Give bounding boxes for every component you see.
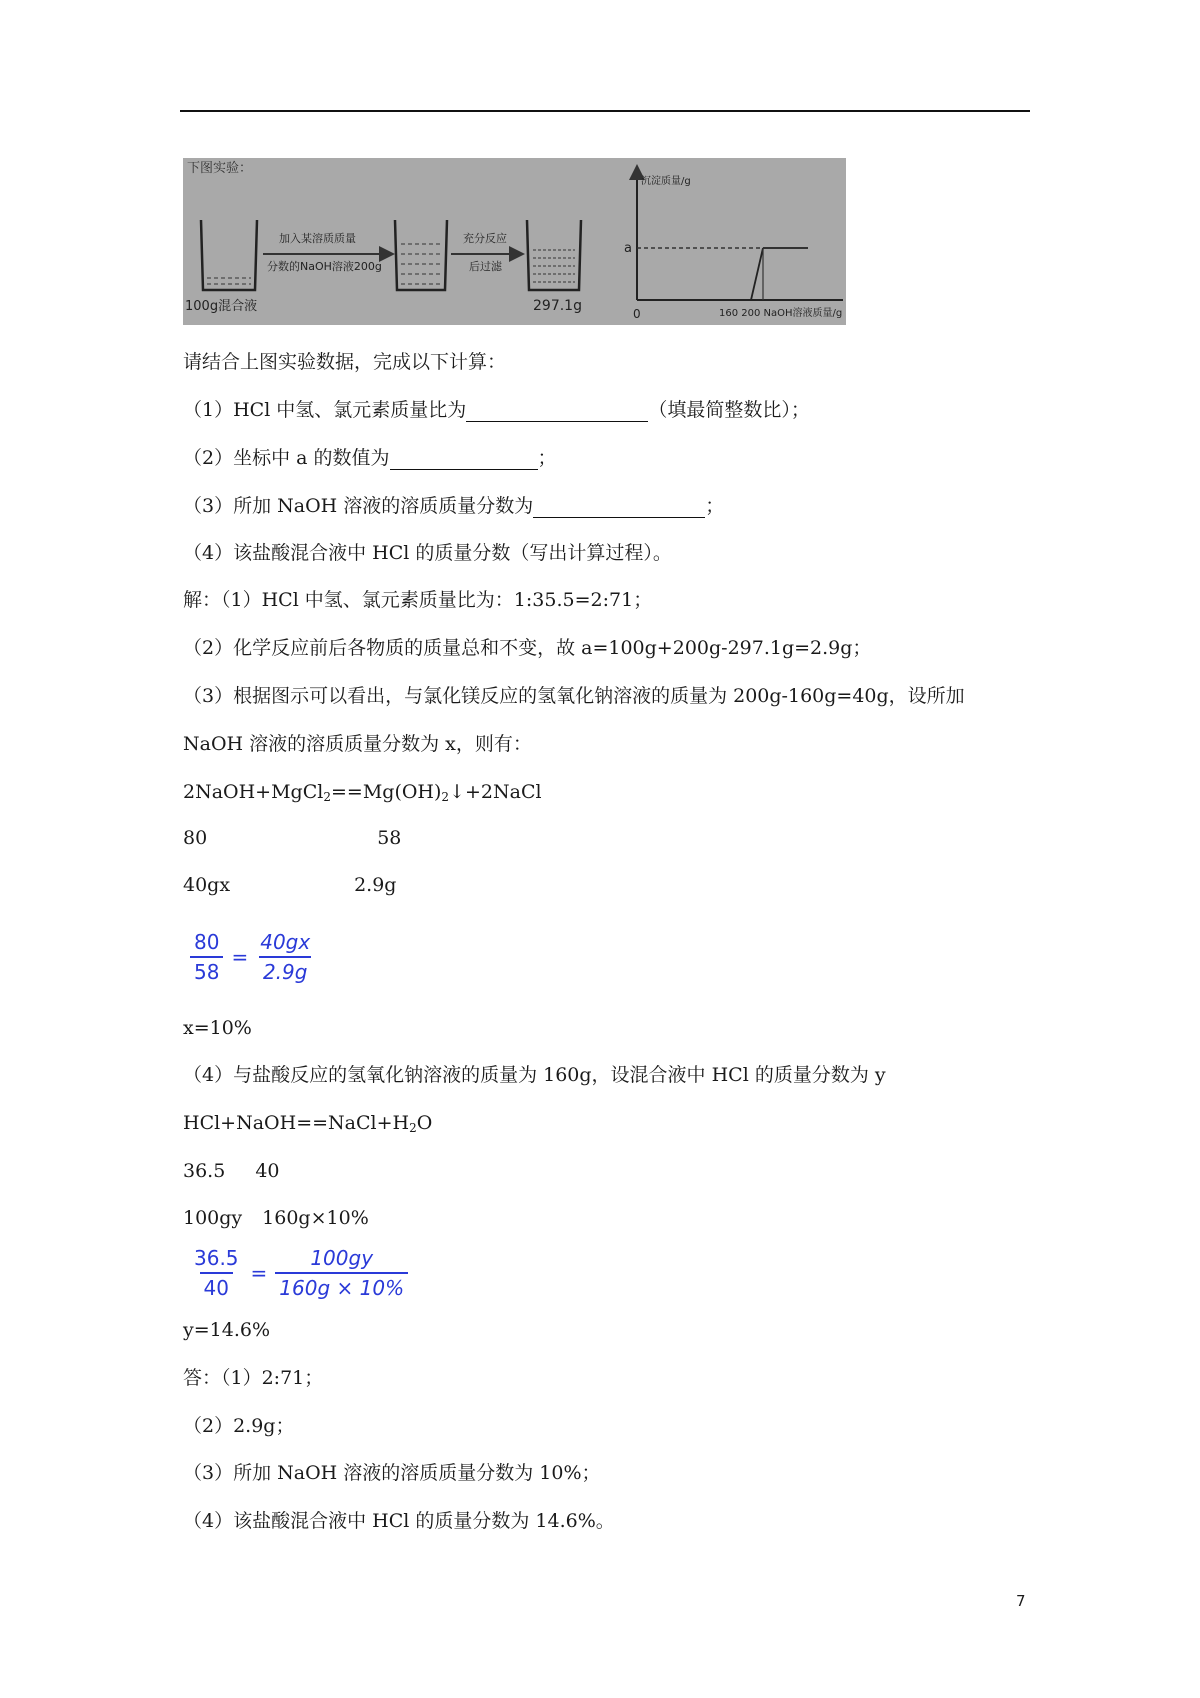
eq1-part-2: ==Mg(OH)	[330, 781, 442, 803]
answer-blank-2	[390, 449, 538, 470]
arrow-1-bottom-label: 分数的NaOH溶液200g	[267, 260, 382, 273]
q1-suffix: （填最简整数比）；	[648, 399, 810, 421]
arrow-2-top-label: 充分反应	[463, 232, 507, 245]
answer-blank-1	[466, 401, 648, 422]
ratio-4-right: 160g×10%	[262, 1207, 369, 1229]
frac1-numerator-right: 40gx	[260, 930, 311, 954]
page-number: 7	[1016, 1592, 1026, 1610]
fraction-equation-2	[190, 1246, 408, 1300]
frac1-numerator-left: 80	[194, 930, 220, 954]
question-1	[183, 398, 810, 422]
ratio-row-3	[183, 1159, 280, 1183]
q3-suffix: ；	[705, 495, 725, 517]
frac2-denominator-left: 40	[200, 1272, 233, 1300]
frac2-equals: =	[250, 1261, 268, 1285]
mixture-label: 100g混合液	[185, 299, 258, 314]
q3-text: （3）所加 NaOH 溶液的溶质质量分数为	[183, 495, 534, 517]
ratio-row-4	[183, 1206, 369, 1230]
arrow-2-bottom-label: 后过滤	[469, 260, 502, 273]
ratio-1-left: 80	[183, 827, 208, 849]
equation-2	[183, 1111, 432, 1135]
frac2-numerator-right: 100gy	[310, 1246, 374, 1270]
ratio-2-right: 2.9g	[354, 874, 397, 896]
ratio-4-left: 100gy	[183, 1207, 243, 1229]
ratio-row-2	[183, 873, 396, 897]
graph-origin-label: 0	[633, 307, 641, 321]
eq1-sub-2: 2	[441, 790, 450, 804]
equation-1	[183, 780, 542, 804]
answer-3: （3）所加 NaOH 溶液的溶质质量分数为 10%；	[183, 1462, 601, 1484]
q2-suffix: ；	[537, 447, 557, 469]
solution-2: （2）化学反应前后各物质的质量总和不变，故 a=100g+200g-297.1g=2.9g；	[183, 637, 872, 659]
graph-x-label: 160 200 NaOH溶液质量/g	[719, 308, 843, 319]
eq2-sub-1: 2	[409, 1121, 417, 1135]
eq1-part-3: ↓+2NaCl	[449, 781, 542, 803]
frac2-numerator-left: 36.5	[194, 1246, 239, 1270]
arrow-1-top-label: 加入某溶质质量	[279, 232, 356, 245]
q2-text: （2）坐标中 a 的数值为	[183, 447, 390, 469]
ratio-row-1	[183, 826, 401, 850]
experiment-figure	[183, 158, 846, 325]
result-x: x=10%	[183, 1017, 252, 1039]
frac1-equals: =	[231, 945, 249, 969]
header-rule	[180, 110, 1030, 112]
eq1-sub-1: 2	[323, 790, 331, 804]
q1-text: （1）HCl 中氢、氯元素质量比为	[183, 399, 467, 421]
solution-1: 解：（1）HCl 中氢、氯元素质量比为：1:35.5=2:71；	[183, 589, 653, 611]
figure-caption: 下图实验：	[187, 161, 253, 176]
question-4: （4）该盐酸混合液中 HCl 的质量分数（写出计算过程）。	[183, 542, 672, 564]
frac1-denominator-right: 2.9g	[259, 956, 312, 984]
solution-4: （4）与盐酸反应的氢氧化钠溶液的质量为 160g，设混合液中 HCl 的质量分数为 y	[183, 1064, 886, 1086]
ratio-3-right: 40	[255, 1160, 280, 1182]
frac2-denominator-right: 160g × 10%	[275, 1272, 408, 1300]
intro-text: 请结合上图实验数据，完成以下计算：	[183, 351, 507, 373]
graph-y-label: 沉淀质量/g	[641, 176, 691, 187]
answer-1: 答：（1）2:71；	[183, 1367, 324, 1389]
answer-2: （2）2.9g；	[183, 1415, 295, 1437]
answer-blank-3	[533, 497, 705, 518]
ratio-3-left: 36.5	[183, 1160, 226, 1182]
result-y: y=14.6%	[183, 1319, 271, 1341]
ratio-1-right: 58	[377, 827, 402, 849]
eq1-part-1: 2NaOH+MgCl	[183, 781, 324, 803]
question-2	[183, 446, 557, 470]
frac1-denominator-left: 58	[190, 956, 223, 984]
answer-4: （4）该盐酸混合液中 HCl 的质量分数为 14.6%。	[183, 1510, 615, 1532]
filtrate-label: 297.1g	[533, 298, 582, 314]
solution-3b: NaOH 溶液的溶质质量分数为 x，则有：	[183, 733, 532, 755]
solution-3a: （3）根据图示可以看出，与氯化镁反应的氢氧化钠溶液的质量为 200g-160g=40g，设所加	[183, 685, 965, 707]
graph-a-label: a	[624, 241, 632, 256]
fraction-equation-1	[190, 930, 314, 984]
ratio-2-left: 40gx	[183, 874, 231, 896]
eq2-part-2: O	[416, 1112, 433, 1134]
question-3	[183, 494, 724, 518]
eq2-part-1: HCl+NaOH==NaCl+H	[183, 1112, 410, 1134]
